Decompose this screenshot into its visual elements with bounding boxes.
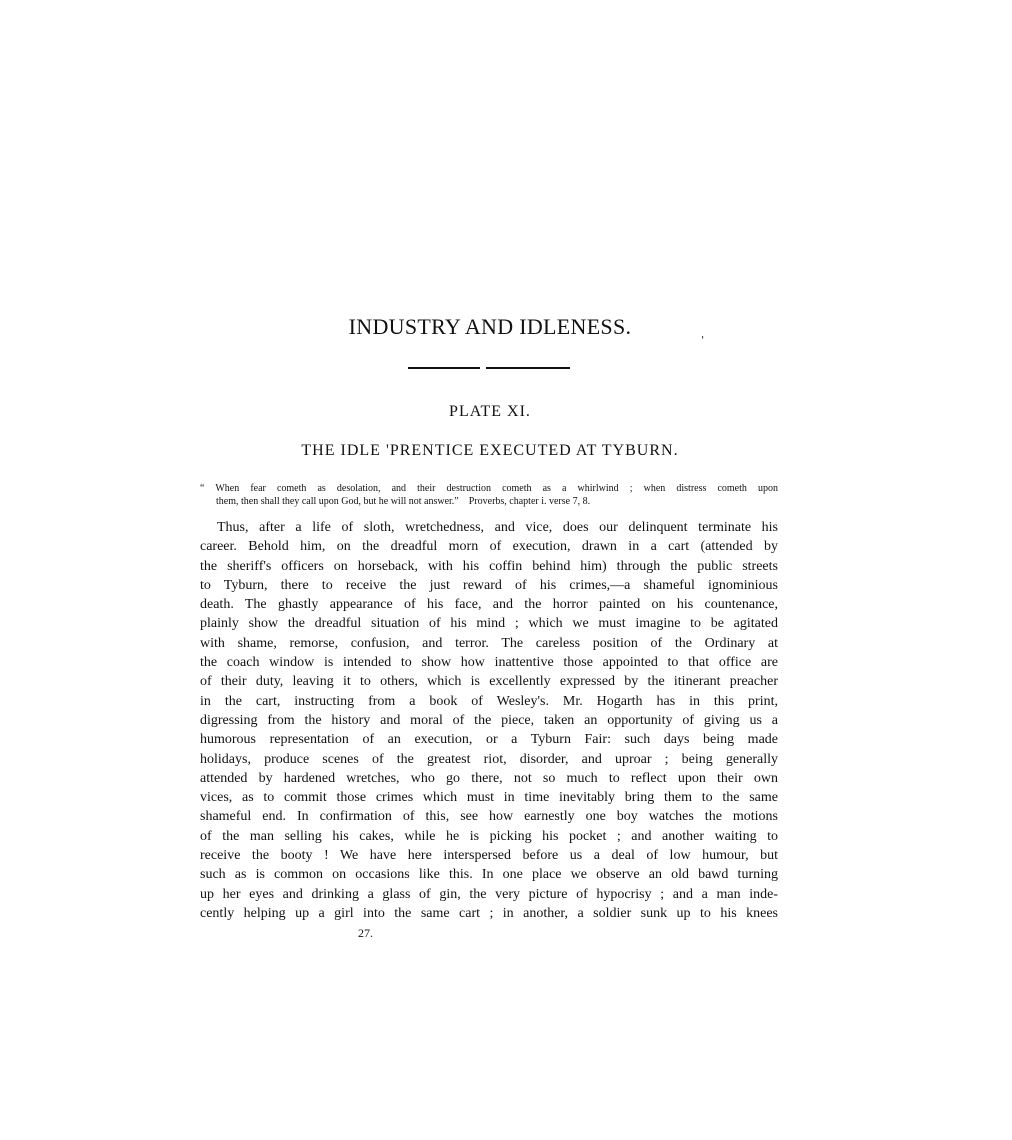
body-line: such as is common on occasions like this. In one place we observe an old bawd turning <box>200 867 778 883</box>
body-line: the sheriff's officers on horseback, with his coffin behind him) through the public streets <box>200 558 778 574</box>
divider-rule-right <box>486 367 570 369</box>
body-line: of the man selling his cakes, while he is picking his pocket ; and another waiting to <box>200 828 778 844</box>
body-line: up her eyes and drinking a glass of gin, the very picture of hypocrisy ; and a man inde- <box>200 886 778 902</box>
body-line: attended by hardened wretches, who go there, not so much to reflect upon their own <box>200 770 778 786</box>
body-line: in the cart, instructing from a book of Wesley's. Mr. Hogarth has in this print, <box>200 693 778 709</box>
body-line: holidays, produce scenes of the greatest riot, disorder, and uproar ; being generally <box>200 751 778 767</box>
body-line: death. The ghastly appearance of his face, and the horror painted on his countenance, <box>200 597 778 613</box>
body-line: humorous representation of an execution, or a Tyburn Fair: such days being made <box>200 732 778 748</box>
body-line: receive the booty ! We have here interspersed before us a deal of low humour, but <box>200 848 778 864</box>
body-line: shameful end. In confirmation of this, see how earnestly one boy watches the motions <box>200 809 778 825</box>
epigraph-line-2 <box>200 495 778 508</box>
body-line: digressing from the history and moral of the piece, taken an opportunity of giving us a <box>200 712 778 728</box>
page-number: 27. <box>358 926 373 940</box>
body-text <box>200 518 778 923</box>
body-line: cently helping up a girl into the same cart ; in another, a soldier sunk up to his knees <box>200 905 778 921</box>
stray-mark: ˌ <box>700 322 706 339</box>
plate-heading: PLATE XI. <box>449 403 531 420</box>
body-line: with shame, remorse, confusion, and terror. The careless position of the Ordinary at <box>200 635 778 651</box>
epigraph-citation: Proverbs, chapter i. verse 7, 8. <box>468 496 591 507</box>
page-title: INDUSTRY AND IDLENESS. <box>348 314 632 339</box>
body-line: career. Behold him, on the dreadful morn of execution, drawn in a cart (attended by <box>200 539 778 555</box>
body-line: the coach window is intended to show how inattentive those appointed to that office are <box>200 655 778 671</box>
epigraph-line-1: “ When fear cometh as desolation, and their destruction cometh as a whirlwind ; when distress cometh upon <box>200 483 778 494</box>
epigraph <box>200 482 778 508</box>
body-line: Thus, after a life of sloth, wretchedness, and vice, does our delinquent terminate his <box>217 520 778 535</box>
divider-rule-left <box>408 367 480 369</box>
body-line: of their duty, leaving it to others, which is excellently expressed by the itinerant preacher <box>200 674 778 690</box>
plate-subtitle: THE IDLE 'PRENTICE EXECUTED AT TYBURN. <box>301 442 679 459</box>
body-line: vices, as to commit those crimes which must in time inevitably bring them to the same <box>200 790 778 806</box>
title-divider <box>408 367 570 369</box>
body-line: to Tyburn, there to receive the just reward of his crimes,—a shameful ignominious <box>200 577 778 593</box>
body-line: plainly show the dreadful situation of his mind ; which we must imagine to be agitated <box>200 616 778 632</box>
epigraph-line-2-text: them, then shall they call upon God, but he will not answer.” <box>216 496 459 507</box>
